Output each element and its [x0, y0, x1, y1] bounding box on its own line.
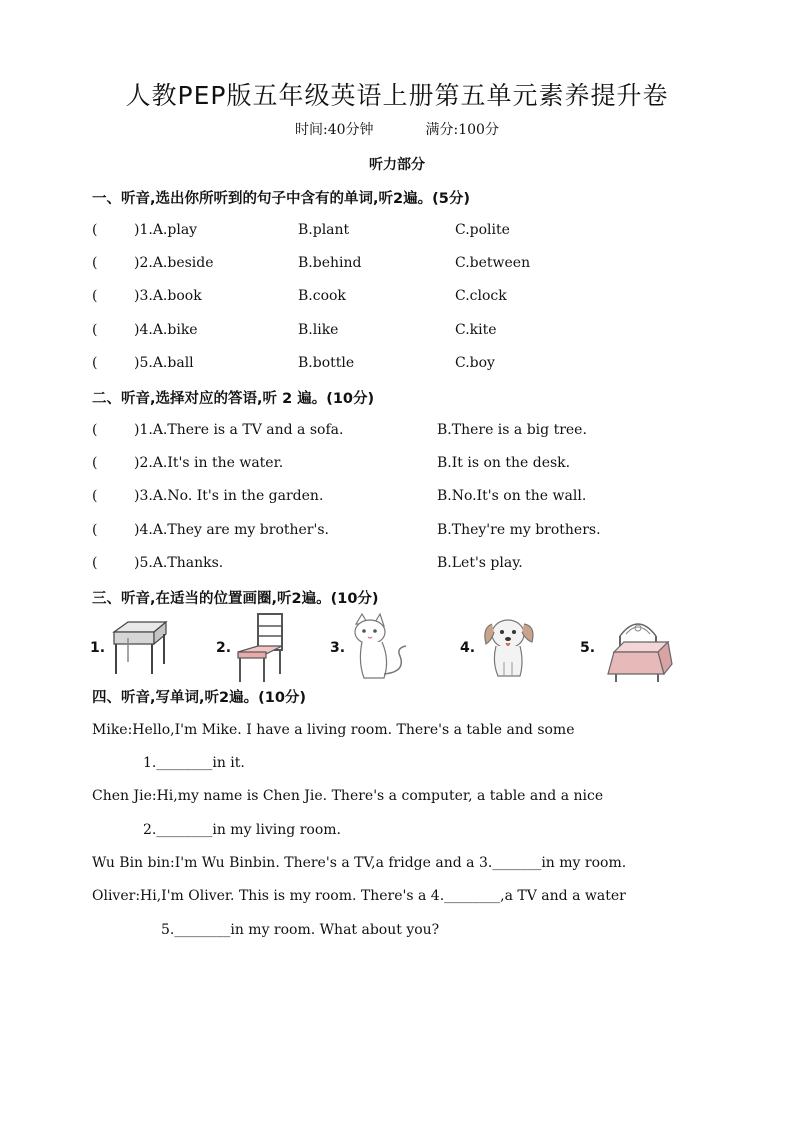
answer-blank[interactable]: (	[92, 522, 98, 538]
part-label: 听力部分	[369, 157, 425, 173]
fill-blank-2[interactable]: 2.________in my living room.	[143, 822, 341, 838]
option-c: C.kite	[455, 322, 497, 338]
picture-number: 1.	[90, 640, 106, 656]
picture-number: 5.	[580, 640, 596, 656]
section-2-heading: 二、听音,选择对应的答语,听 2 遍。(10分)	[92, 391, 375, 407]
answer-blank[interactable]: (	[92, 288, 98, 304]
option-b: B.behind	[298, 255, 362, 271]
option-b: B.It is on the desk.	[437, 455, 571, 471]
option-a: )4.A.They are my brother's.	[134, 522, 329, 538]
option-b: B.No.It's on the wall.	[437, 488, 587, 504]
cat-icon	[348, 612, 418, 684]
option-a: )4.A.bike	[134, 322, 198, 338]
fill-blank-5[interactable]: 5.________in my room. What about you?	[161, 922, 440, 938]
answer-blank[interactable]: (	[92, 455, 98, 471]
picture-number: 3.	[330, 640, 346, 656]
bed-icon	[598, 612, 676, 684]
option-c: C.polite	[455, 222, 510, 238]
full-score: 满分:100分	[425, 122, 499, 138]
option-a: )5.A.Thanks.	[134, 555, 224, 571]
answer-blank[interactable]: (	[92, 355, 98, 371]
option-a: )3.A.No. It's in the garden.	[134, 488, 324, 504]
answer-blank[interactable]: (	[92, 422, 98, 438]
option-a: )5.A.ball	[134, 355, 194, 371]
option-c: C.clock	[455, 288, 507, 304]
option-a: )2.A.beside	[134, 255, 214, 271]
fill-blank-1[interactable]: 1.________in it.	[143, 755, 245, 771]
option-c: C.boy	[455, 355, 495, 371]
option-b: B.like	[298, 322, 339, 338]
option-c: C.between	[455, 255, 531, 271]
option-a: )1.A.play	[134, 222, 198, 238]
answer-blank[interactable]: (	[92, 488, 98, 504]
section-1-heading: 一、听音,选出你所听到的句子中含有的单词,听2遍。(5分)	[92, 191, 470, 207]
option-b: B.There is a big tree.	[437, 422, 587, 438]
option-b: B.Let's play.	[437, 555, 523, 571]
option-b: B.They're my brothers.	[437, 522, 601, 538]
answer-blank[interactable]: (	[92, 255, 98, 271]
dog-icon	[478, 612, 540, 680]
chair-icon	[234, 612, 292, 684]
section-4-heading: 四、听音,写单词,听2遍。(10分)	[92, 690, 307, 706]
dialogue-line-chen-jie: Chen Jie:Hi,my name is Chen Jie. There's a computer, a table and a nice	[92, 788, 604, 804]
section-3-heading: 三、听音,在适当的位置画圈,听2遍。(10分)	[92, 591, 379, 607]
picture-number: 2.	[216, 640, 232, 656]
exam-info	[0, 119, 794, 139]
option-a: )1.A.There is a TV and a sofa.	[134, 422, 344, 438]
dialogue-line-mike: Mike:Hello,I'm Mike. I have a living room. There's a table and some	[92, 722, 575, 738]
answer-blank[interactable]: (	[92, 555, 98, 571]
time-limit: 时间:40分钟	[295, 122, 374, 138]
option-a: )3.A.book	[134, 288, 202, 304]
answer-blank[interactable]: (	[92, 322, 98, 338]
picture-number: 4.	[460, 640, 476, 656]
option-b: B.cook	[298, 288, 346, 304]
answer-blank[interactable]: (	[92, 222, 98, 238]
dialogue-line-oliver[interactable]: Oliver:Hi,I'm Oliver. This is my room. There's a 4.________,a TV and a water	[92, 888, 626, 904]
option-a: )2.A.It's in the water.	[134, 455, 284, 471]
dialogue-line-wu-binbin[interactable]: Wu Bin bin:I'm Wu Binbin. There's a TV,a fridge and a 3._______in my room.	[92, 855, 627, 871]
option-b: B.bottle	[298, 355, 355, 371]
page-title: 人教PEP版五年级英语上册第五单元素养提升卷	[125, 81, 669, 110]
option-b: B.plant	[298, 222, 350, 238]
desk-icon	[108, 612, 170, 680]
